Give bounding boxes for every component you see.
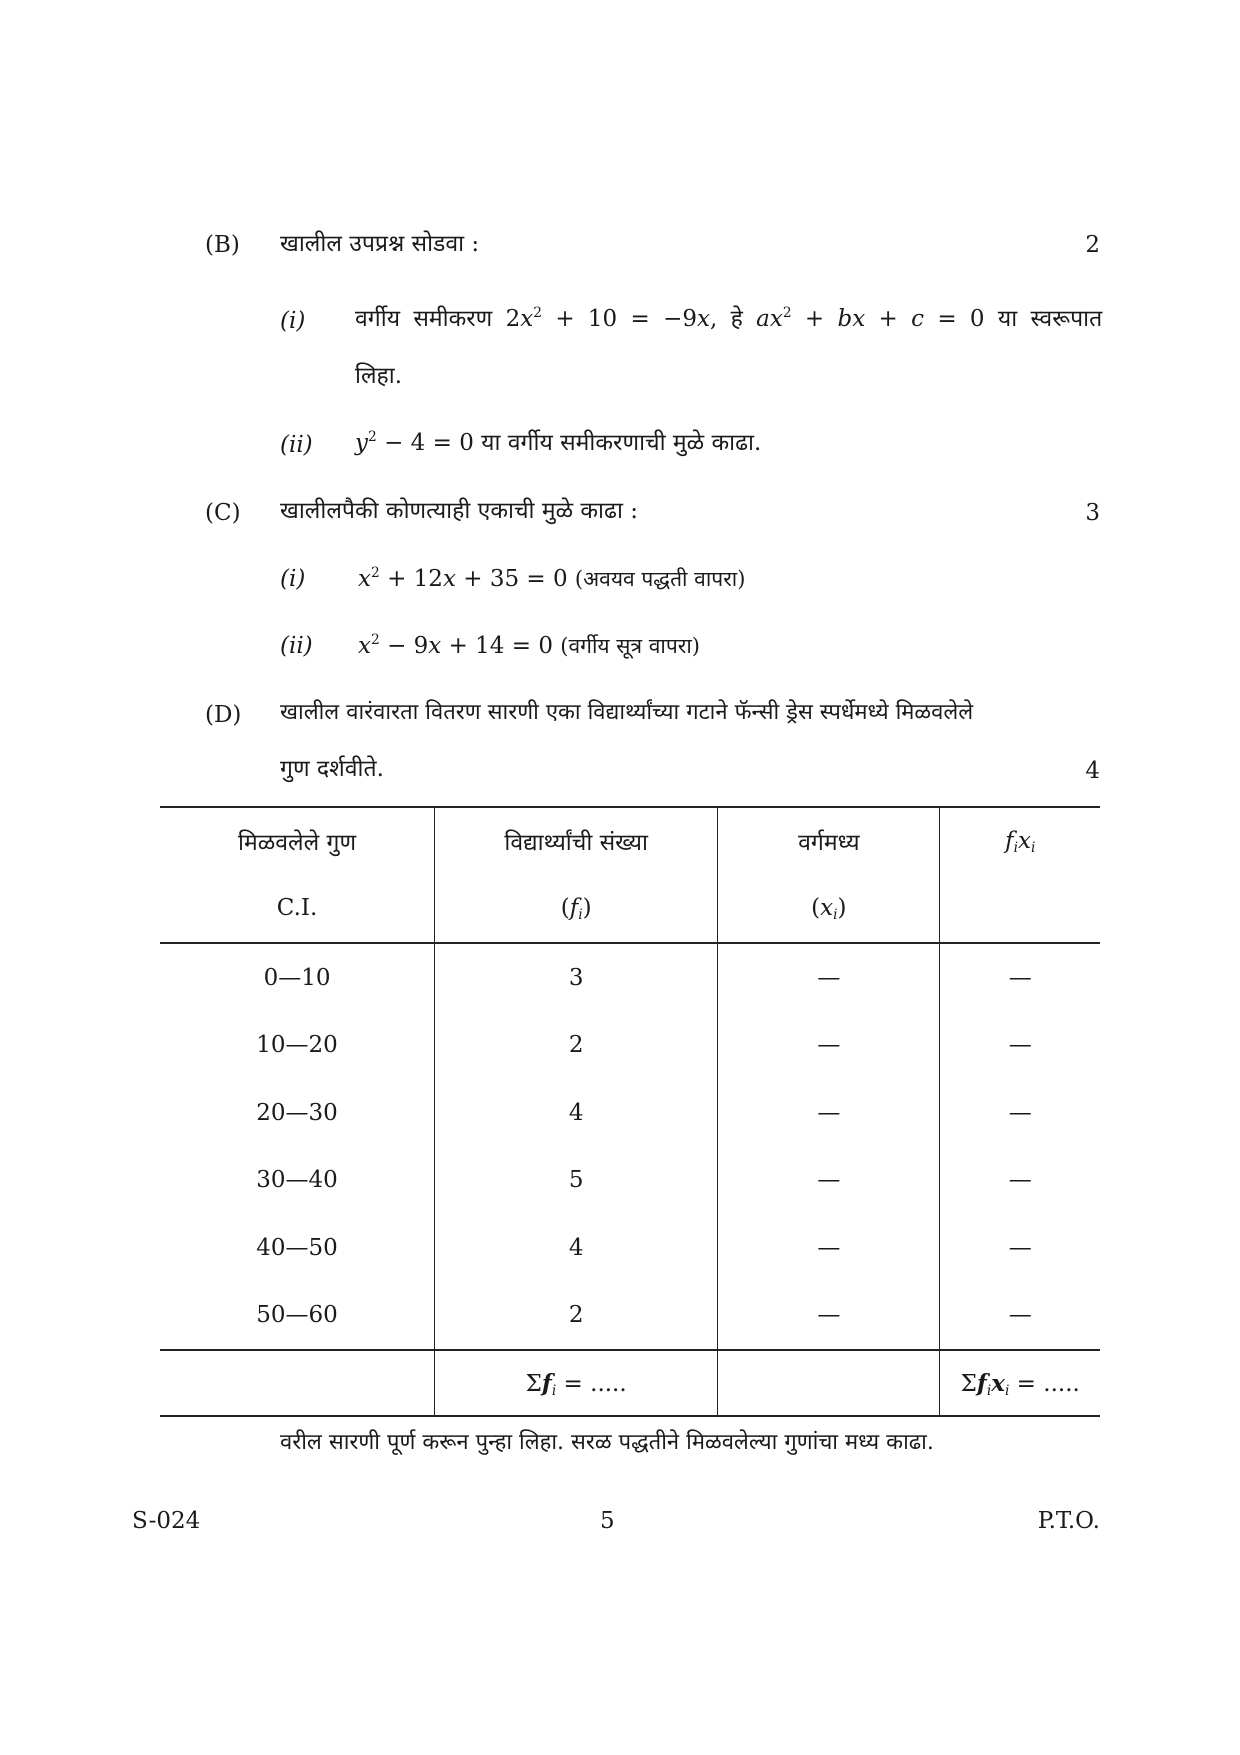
table-row	[160, 943, 1100, 1012]
cell-fixi: —	[940, 1079, 1100, 1147]
frequency-table	[160, 806, 1100, 1417]
cell-ci: 0—10	[160, 943, 435, 1012]
cell-xi: —	[718, 943, 940, 1012]
section-b-label: (B)	[205, 232, 240, 258]
b-q1-text-before: वर्गीय समीकरण	[355, 306, 493, 332]
section-c-label: (C)	[205, 500, 241, 526]
section-d-closing: वरील सारणी पूर्ण करून पुन्हा लिहा. सरळ पद्धतीने मिळवलेल्या गुणांचा मध्य काढा.	[280, 1430, 934, 1455]
header-xi: $(x_i)$	[718, 874, 940, 943]
b-q2-statement: या वर्गीय समीकरणाची मुळे काढा.	[481, 430, 762, 456]
cell-fi: 4	[435, 1079, 718, 1147]
pto-label: P.T.O.	[1037, 1508, 1100, 1534]
cell-xi: —	[718, 1282, 940, 1351]
c-q2-number: (ii)	[280, 633, 313, 659]
table-row	[160, 1282, 1100, 1351]
b-q1-form-render: $ax^2$ + bx + c = 0	[756, 305, 985, 332]
cell-fi: 5	[435, 1147, 718, 1215]
table-row	[160, 1147, 1100, 1215]
header-class-mark: वर्गमध्य	[718, 807, 940, 874]
b-q1-number: (i)	[280, 308, 306, 334]
section-d-label: (D)	[205, 702, 242, 728]
cell-fi: 4	[435, 1214, 718, 1282]
b-q1-text-mid: हे	[730, 306, 743, 332]
cell-xi: —	[718, 1214, 940, 1282]
c-q1-hint: (अवयव पद्धती वापरा)	[574, 567, 746, 591]
section-b-instruction: खालील उपप्रश्न सोडवा :	[280, 231, 480, 257]
c-q1-equation-render: $x^2 + 12x + 35 = 0$	[358, 565, 568, 592]
header-marks-obtained: मिळवलेले गुण	[160, 807, 435, 874]
header-number-of-students: विद्यार्थ्यांची संख्या	[435, 807, 718, 874]
paper-code: S-024	[132, 1508, 201, 1534]
cell-ci: 30—40	[160, 1147, 435, 1215]
header-empty	[940, 874, 1100, 943]
section-d-line1: खालील वारंवारता वितरण सारणी एका विद्यार्थ्यांच्या गटाने फॅन्सी ड्रेस स्पर्धेमध्ये मिळवलेले	[280, 700, 974, 725]
cell-xi: —	[718, 1147, 940, 1215]
table-total-row	[160, 1350, 1100, 1416]
b-q2-text	[355, 429, 762, 456]
cell-fi: 2	[435, 1282, 718, 1351]
section-b-marks: 2	[1085, 232, 1100, 258]
section-d-line2: गुण दर्शवीते.	[280, 756, 384, 782]
cell-fixi: —	[940, 943, 1100, 1012]
cell-fixi: —	[940, 1012, 1100, 1080]
table-row	[160, 1012, 1100, 1080]
cell-fi: 2	[435, 1012, 718, 1080]
cell-ci: 50—60	[160, 1282, 435, 1351]
b-q1-text-after: या स्वरूपात	[997, 306, 1103, 332]
c-q2-hint: (वर्गीय सूत्र वापरा)	[560, 634, 700, 658]
b-q2-equation-render: $y^2 - 4 = 0$	[355, 429, 474, 456]
b-q1-text	[355, 305, 1103, 332]
total-empty-1	[160, 1350, 435, 1416]
table-header-row-bottom	[160, 874, 1100, 943]
cell-fixi: —	[940, 1214, 1100, 1282]
c-q1-number: (i)	[280, 566, 306, 592]
table-row	[160, 1214, 1100, 1282]
cell-ci: 10—20	[160, 1012, 435, 1080]
b-q2-number: (ii)	[280, 432, 313, 458]
section-c-instruction: खालीलपैकी कोणत्याही एकाची मुळे काढा :	[280, 498, 638, 524]
section-d-marks: 4	[1085, 758, 1100, 784]
c-q1-text	[358, 565, 746, 592]
header-fixi: $f_ix_i$	[940, 807, 1100, 874]
c-q2-equation-render: $x^2 - 9x + 14 = 0$	[358, 632, 553, 659]
cell-ci: 20—30	[160, 1079, 435, 1147]
table-header-row-top	[160, 807, 1100, 874]
b-q1-equation-render: $2x^2 + 10 = -9x$,	[505, 305, 718, 332]
b-q1-continuation: लिहा.	[355, 363, 403, 389]
c-q2-text	[358, 632, 700, 659]
cell-ci: 40—50	[160, 1214, 435, 1282]
table-row	[160, 1079, 1100, 1147]
cell-fixi: —	[940, 1282, 1100, 1351]
page-number: 5	[600, 1508, 615, 1534]
total-sum-fixi: $\Sigma f_ix_i$ = .....	[940, 1350, 1100, 1416]
cell-xi: —	[718, 1079, 940, 1147]
total-empty-2	[718, 1350, 940, 1416]
total-sum-fi: $\Sigma f_i$ = .....	[435, 1350, 718, 1416]
cell-xi: —	[718, 1012, 940, 1080]
cell-fixi: —	[940, 1147, 1100, 1215]
header-ci: C.I.	[160, 874, 435, 943]
cell-fi: 3	[435, 943, 718, 1012]
header-fi: $(f_i)$	[435, 874, 718, 943]
section-c-marks: 3	[1085, 500, 1100, 526]
